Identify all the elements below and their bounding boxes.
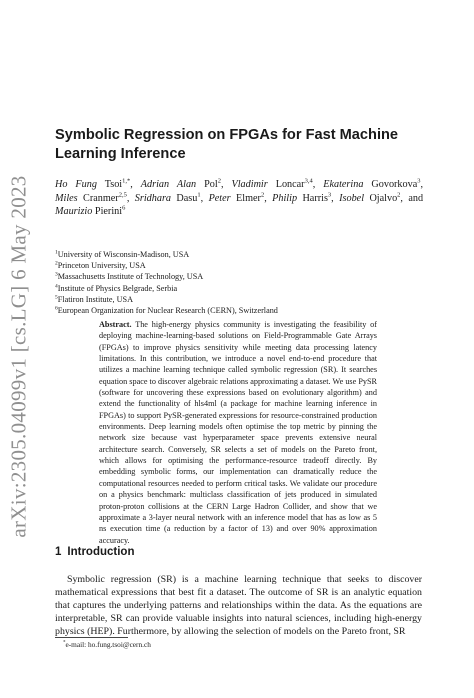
- author-affiliation-marks: 3: [327, 191, 332, 199]
- author-family-name: Ojalvo: [369, 192, 398, 204]
- author-separator: ,: [200, 192, 209, 204]
- affiliation-item: [55, 249, 423, 260]
- affiliation-text: Institute of Physics Belgrade, Serbia: [57, 283, 178, 293]
- section-heading: [55, 546, 134, 558]
- author-affiliation-marks: 6: [122, 204, 126, 212]
- author-separator: ,: [331, 192, 340, 204]
- section-number: 1: [55, 546, 62, 558]
- footnote: [63, 640, 151, 649]
- footnote-text: e-mail: ho.fung.tsoi@cern.ch: [65, 640, 151, 649]
- intro-paragraph: Symbolic regression (SR) is a machine learning technique that seeks to discover mathematical expressions that best fit a dataset. The outcome of SR is an analytic equation that captures the underlying patterns and relationships within the data. As the equations are interpretable, SR can provide valuable insights into natural sciences, including high-energy physics (HEP). Furthermore, by allowing the selection of models on the Pareto front, SR: [55, 574, 422, 638]
- author-name: [339, 193, 400, 204]
- author-family-name: Elmer: [236, 192, 261, 204]
- author-list: [55, 178, 423, 219]
- author-given-name: Adrian Alan: [140, 179, 197, 190]
- paper-title: Symbolic Regression on FPGAs for Fast Machine Learning Inference: [55, 127, 399, 162]
- author-name: [209, 193, 265, 204]
- author-given-name: Peter: [208, 192, 231, 204]
- author-given-name: Miles: [55, 192, 78, 204]
- affiliation-text: Flatiron Institute, USA: [57, 294, 134, 304]
- affiliation-item: [55, 283, 423, 294]
- author-given-name: Ekaterina: [323, 179, 364, 190]
- author-separator: ,: [220, 179, 232, 190]
- affiliation-number: 3: [55, 271, 58, 278]
- author-separator: ,: [264, 192, 273, 204]
- author-family-name: Cranmer: [83, 192, 119, 204]
- affiliation-text: Princeton University, USA: [57, 261, 146, 271]
- affiliation-item: [55, 271, 423, 282]
- affiliation-text: University of Wisconsin-Madison, USA: [57, 250, 190, 259]
- author-affiliation-marks: 2,5: [118, 191, 127, 199]
- affiliation-number: 4: [55, 282, 58, 289]
- author-name: [135, 193, 201, 204]
- affiliation-item: [55, 260, 423, 271]
- author-family-name: Tsoi: [104, 179, 123, 190]
- author-name: [55, 193, 127, 204]
- author-separator: ,: [126, 192, 135, 204]
- abstract-heading: Abstract.: [99, 320, 132, 329]
- author-family-name: Loncar: [275, 179, 305, 190]
- author-affiliation-marks: 2: [397, 191, 401, 199]
- author-given-name: Isobel: [339, 192, 365, 204]
- affiliation-item: [55, 305, 423, 316]
- author-separator: , and: [400, 192, 424, 204]
- author-affiliation-marks: 1: [197, 191, 201, 199]
- author-given-name: Philip: [272, 192, 298, 204]
- author-name: [232, 179, 313, 190]
- author-name: [323, 179, 420, 190]
- affiliation-number: 2: [55, 260, 58, 267]
- author-family-name: Dasu: [176, 192, 198, 204]
- author-name: [55, 179, 130, 190]
- author-separator: ,: [130, 179, 141, 190]
- author-given-name: Sridhara: [134, 192, 172, 204]
- author-family-name: Govorkova: [371, 179, 418, 190]
- author-affiliation-marks: 1,*: [122, 177, 131, 185]
- affiliation-text: European Organization for Nuclear Research (CERN), Switzerland: [57, 306, 278, 316]
- author-affiliation-marks: 2: [260, 191, 265, 199]
- author-affiliation-marks: 2: [217, 177, 221, 185]
- author-name: [141, 179, 221, 190]
- affiliation-number: 1: [55, 249, 58, 256]
- author-family-name: Harris: [302, 192, 328, 204]
- author-name: [55, 206, 125, 217]
- abstract-text: The high-energy physics community is investigating the feasibility of deploying machine-learning-based solutions on Field-Programmable Gate Arrays (FPGAs) to improve physics sensitivity while meeting data processing latency limitations. In this contribution, we introduce a novel end-to-end procedure that utilizes a machine learning technique called symbolic regression (SR). It searches equation space to discover algebraic relations approximating a dataset. We use PySR (software for uncovering these expressions based on evolutionary algorithm) and extend the functionality of hls4ml (a package for machine learning inference in FPGAs) to support PySR-generated expressions for resource-constrained production environments. Deep learning models often optimise the top metric by pinning the network size because vast hyperparameter space prevents extensive neural architecture search. Conversely, SR selects a set of models on the Pareto front, which allows for optimising the performance-resource tradeoff directly. By embedding symbolic forms, our implementation can dramatically reduce the computational resources needed to perform critical tasks. We validate our procedure on a physics benchmark: multiclass classification of jets produced in simulated proton-proton collisions at the CERN Large Hadron Collider, and show that we approximate a 3-layer neural network with an inference model that has as low as 5 ns execution time (a reduction by a factor of 13) and over 90% approximation accuracy.: [99, 320, 377, 545]
- author-name: [272, 193, 331, 204]
- footnote-mark: *: [63, 640, 66, 646]
- affiliation-item: [55, 294, 423, 305]
- author-separator: ,: [312, 179, 324, 190]
- author-affiliation-marks: 3,4: [304, 177, 313, 185]
- author-affiliation-marks: 3: [417, 177, 421, 185]
- author-family-name: Pierini: [94, 206, 123, 217]
- section-title: Introduction: [67, 546, 135, 558]
- author-given-name: Vladimir: [231, 179, 268, 190]
- author-separator: ,: [420, 179, 424, 190]
- author-given-name: Ho Fung: [55, 179, 97, 190]
- author-family-name: Pol: [204, 179, 218, 190]
- abstract: [99, 319, 377, 546]
- affiliation-list: [55, 249, 423, 316]
- author-given-name: Maurizio: [55, 206, 93, 217]
- affiliation-number: 5: [55, 294, 58, 301]
- arxiv-identifier-text: arXiv:2305.04099v1 [cs.LG] 6 May 2023: [6, 174, 31, 538]
- footnote-divider: [55, 637, 128, 638]
- affiliation-number: 6: [55, 305, 58, 312]
- arxiv-identifier-stamp: [2, 122, 36, 590]
- affiliation-text: Massachusetts Institute of Technology, USA: [57, 272, 204, 282]
